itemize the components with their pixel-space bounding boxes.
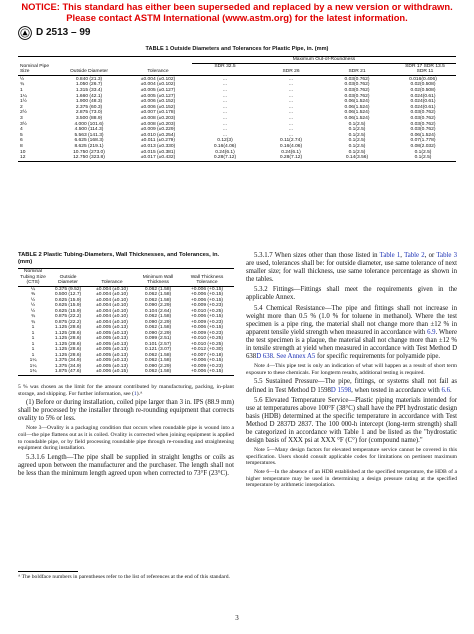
table1-caption: TABLE 1 Outside Diameters and Tolerances for Plastic Pipe, in. (mm): [145, 46, 329, 52]
table1-cell: ±0.007 (±0.178): [140, 110, 176, 116]
table1-cell: 0.024(0.61): [410, 104, 436, 110]
section-6-9-link[interactable]: 6.9: [427, 328, 436, 336]
table2-cell: 1.125 (28.6): [54, 352, 82, 358]
table1-cell: ½: [20, 76, 25, 82]
table2-cell: 1: [31, 325, 35, 330]
left-column-text: [18, 384, 234, 480]
table1-cell: 2.875 (73.0): [75, 110, 103, 116]
table2-cell: 0.625 (15.9): [54, 308, 82, 314]
table2-cell: ±0.005 (±0.13): [96, 347, 128, 352]
table1-cell: 10: [20, 149, 26, 155]
section-6-6-link[interactable]: 6.6: [441, 386, 451, 394]
table1-cell: ...: [222, 132, 228, 138]
table1-cell: ...: [288, 104, 294, 110]
table1-cell: 4: [20, 127, 23, 133]
footnote-divider: [18, 571, 78, 572]
table1-cell: 6: [20, 138, 23, 144]
table2-cell: 0.101 (2.57): [144, 341, 172, 347]
table2-cell: 1: [31, 347, 35, 352]
table2-cell: ⅜: [30, 292, 36, 297]
table1-cell: ±0.006 (±0.152): [140, 104, 176, 110]
table1-cell: 0.1(2.5): [348, 121, 366, 127]
table1-cell: ...: [288, 76, 294, 82]
note-5: Note 5—Many design factors for elevated temperature service cannot be covered in this specification. Users should consult applicable codes for limitations on pertinent maximum temperatures.: [246, 447, 457, 467]
table1-cell: 0.08(2.032): [410, 143, 436, 149]
table2-cell: +0.010 (+0.25): [190, 308, 224, 314]
table2-cell: 1¼: [29, 363, 37, 369]
table2-cell: +0.006 (+0.15): [190, 292, 224, 297]
table1-cell: 1½: [20, 99, 27, 105]
table2-cell: 0.090 (2.29): [144, 319, 172, 325]
paragraph-5-3-1-7: 5.3.1.7 When sizes other than those listed in Table 1, Table 2, or Table 3 are used, tolerances shall be: for outside diameter, use same tolerance of next smaller size; for wall thickness, use same tolerance percentage as shown in the tables.: [246, 252, 457, 284]
table1-cell: 0.06(1.524): [344, 115, 370, 121]
table1-cell: ...: [222, 82, 228, 88]
table1-header-nominal: Nominal Pipe Size: [20, 63, 50, 75]
table2-cell: ±0.004 (±0.10): [96, 303, 128, 308]
table1-cell: 0.1(2.5): [414, 155, 432, 161]
table2-cell: +0.010 (+0.25): [190, 341, 224, 347]
paragraph-fittings: 5.3.2 Fittings—Fittings shall meet the requirements given in the applicable Annex.: [246, 286, 457, 302]
notice-line-2: Please contact ASTM International (www.astm.org) for the latest information.: [66, 12, 408, 23]
table1-cell: ±0.009 (±0.229): [140, 127, 176, 133]
table1-cell: ...: [288, 115, 294, 121]
table2-header-wall-tol: Wall Thickness Tolerance: [190, 274, 224, 285]
table2-cell: 0.875 (22.2): [54, 314, 82, 319]
table1-cell: 2: [20, 104, 23, 110]
table2-cell: 0.062 (1.58): [144, 358, 172, 363]
table1-cell: ...: [222, 93, 228, 99]
table1-cell: 0.024(0.61): [410, 99, 436, 105]
table1-cell: 0.03(0.762): [344, 87, 370, 93]
table1-cell: 0.16(4.06): [213, 143, 237, 149]
table1-cell: 0.28(7.12): [213, 155, 237, 161]
table2-cell: 0.375 (9.52): [54, 286, 82, 292]
table1-cell: ±0.006 (±0.152): [140, 99, 176, 105]
table1-cell: 0.11(2.74): [280, 138, 302, 144]
table2-cell: 0.062 (1.58): [144, 292, 172, 297]
table2-cell: +0.009 (+0.23): [190, 330, 224, 336]
table1-cell: 0.1(2.5): [348, 143, 366, 149]
table1-cell: 0.03(0.762): [410, 127, 436, 133]
table1-cell: ...: [288, 110, 294, 116]
table1-header-od: Outside Diameter: [69, 69, 109, 75]
table1-cell: 0.06(1.524): [344, 99, 370, 105]
table2-cell: 0.875 (22.2): [54, 319, 82, 325]
table2-cell: 0.090 (2.29): [144, 363, 172, 369]
table2-cell: 0.104 (2.64): [144, 308, 172, 314]
table1-cell: 0.02(0.508): [410, 82, 436, 88]
table1-cell: 6.625 (168.3): [74, 138, 104, 144]
table1-cell: ...: [288, 99, 294, 105]
table2-cell: ±0.004 (±0.10): [96, 308, 128, 314]
table1-header-sdr17: SDR 17 SDR 13.5 SDR 11: [405, 63, 445, 75]
table1-cell: ±0.010 (±0.254): [140, 132, 176, 138]
table1-cell: ...: [222, 87, 228, 93]
table2-cell: ½: [30, 308, 36, 314]
table1-cell: ...: [222, 110, 228, 116]
table2-cell: ±0.005 (±0.13): [96, 363, 128, 369]
table2-header-nominal: Nominal Tubing Size (CTS): [20, 269, 46, 285]
table2-cell: +0.010 (+0.25): [190, 336, 224, 341]
table2-cell: ±0.006 (±0.15): [96, 369, 128, 374]
table1-cell: 2.375 (60.3): [75, 104, 103, 110]
table2-cell: 1.375 (34.9): [54, 358, 82, 363]
table1-cell: ...: [288, 93, 294, 99]
supersession-notice: [0, 1, 474, 23]
table2-cell: +0.006 (+0.15): [190, 358, 224, 363]
table1-cell: 0.03(0.762): [410, 110, 436, 116]
table2-cell: 0.625 (15.9): [54, 297, 82, 303]
note-6: Note 6—In the absence of an HDB established at the specified temperature, the HDB of a higher temperature may be used in determining a design pressure rating at the specified temperature by arithmetic interpolation.: [246, 468, 457, 489]
table1-cell: 0.24(6.1): [281, 149, 301, 155]
table1-header-sdr26: SDR 26: [282, 69, 300, 75]
table1-cell: 1.315 (33.4): [75, 87, 103, 93]
table1-cell: 3: [20, 115, 23, 121]
table1-cell: 0.016(0.406): [409, 76, 437, 82]
table2-cell: ±0.004 (±0.10): [96, 319, 128, 325]
table1: [18, 56, 456, 162]
table1-cell: 0.840 (21.3): [75, 76, 103, 82]
table1-cell: 0.1(2.5): [348, 132, 366, 138]
table1-row: [18, 155, 456, 161]
table1-link[interactable]: Table 1: [379, 252, 401, 259]
table2: [18, 268, 234, 376]
table1-cell: 0.16(4.06): [279, 143, 303, 149]
table1-cell: 10.750 (273.0): [73, 149, 105, 155]
table2-cell: 1.125 (28.6): [54, 341, 82, 347]
table2-cell: 1.125 (28.6): [54, 336, 82, 341]
table2-cell: ±0.005 (±0.13): [96, 330, 128, 336]
table2-header-tolerance: Tolerance: [101, 280, 123, 285]
table2-cell: ±0.004 (±0.10): [96, 292, 128, 297]
table1-cell: 0.07(1.778): [410, 138, 436, 144]
right-column-text: [246, 252, 457, 491]
table1-cell: 1.050 (26.7): [75, 82, 103, 88]
table2-cell: +0.006 (+0.15): [190, 314, 224, 319]
footnote: ᴬ The boldface numbers in parentheses refer to the list of references at the end of this standard.: [18, 574, 230, 580]
table1-cell: 0.1(2.5): [348, 138, 366, 144]
table1-cell: 0.03(0.762): [344, 76, 370, 82]
table1-cell: 1.660 (42.1): [75, 93, 103, 99]
paragraph-rerounding: (1) Before or during installation, coiled pipe larger than 3 in. IPS (88.9 mm) shall be processed by the installer through re-rounding equipment that corrects ovality to 5% or less.: [18, 399, 234, 423]
table2-cell: ±0.005 (±0.13): [96, 358, 128, 363]
table1-cell: 0.02(0.508): [410, 87, 436, 93]
table1-header-tolerance: Tolerance: [147, 69, 169, 75]
table1-cell: 12: [20, 155, 26, 161]
table1-cell: 0.1(2.5): [414, 149, 432, 155]
annex-a5-link[interactable]: See Annex A5: [276, 353, 316, 361]
table1-cell: ...: [222, 127, 228, 133]
table2-cell: ±0.005 (±0.13): [96, 336, 128, 341]
table1-body: [18, 75, 456, 161]
paragraph-sustained-pressure: 5.5 Sustained Pressure—The pipe, fittings, or systems shall not fail as defined in Test Method D 1598D 1598, when tested in accordance with 6.6.: [246, 378, 457, 394]
table1-header-sdr325: SDR 32.5: [214, 63, 236, 69]
table2-cell: 0.062 (1.58): [144, 352, 172, 358]
table2-cell: 0.121 (3.07): [144, 347, 172, 352]
table2-cell: 1: [31, 330, 35, 336]
table2-cell: 1.125 (28.6): [54, 325, 82, 330]
table2-cell: ½: [30, 303, 36, 308]
table2-cell: 0.062 (1.58): [144, 297, 172, 303]
table2-caption: TABLE 2 Plastic Tubing-Diameters, Wall Thicknesses, and Tolerances, in. (mm): [18, 252, 220, 265]
table1-cell: 0.1(2.5): [348, 127, 366, 133]
table3-link[interactable]: Table 3: [436, 252, 457, 259]
table1-cell: ...: [288, 127, 294, 133]
table1-cell: 2½: [20, 110, 27, 116]
notice-line-1: NOTICE: This standard has either been superseded and replaced by a new version or withdrawn.: [21, 1, 453, 12]
table1-cell: 5.563 (141.3): [74, 132, 104, 138]
paragraph-ovality-limit: 5 % was chosen as the limit for the amount contributed by manufacturing, packing, in-plant storage, and shipping. For further information, see (1).ᴬ: [18, 384, 234, 397]
table1-cell: ...: [288, 132, 294, 138]
page-number: 3: [235, 614, 239, 622]
table2-cell: 1.875 (47.6): [54, 369, 82, 374]
table2-cell: ±0.004 (±0.10): [96, 314, 128, 319]
table1-cell: 3.500 (88.9): [75, 115, 103, 121]
astm-d1598-link[interactable]: D 1598: [330, 386, 352, 394]
table2-cell: ±0.004 (±0.10): [96, 297, 128, 303]
paragraph-elevated-temperature: 5.6 Elevated Temperature Service—Plastic piping materials intended for use at temperatures above 100°F (38°C) shall have the PPI hydrostatic design basis (HDB) determined at the specific temperature in accordance with Test Method D 2837D 2837. The 100 000-h intercept (long-term strength) shall be categorized in accordance with Table 1 and be listed as the "hydrostatic design basis of XXX psi at XXX °F (C°) for (compound name).": [246, 396, 457, 445]
table2-cell: 0.062 (1.58): [144, 325, 172, 330]
paragraph-chemical-resistance: 5.4 Chemical Resistance—The pipe and fittings shall not increase in weight more than 0.5 % (1.0 % for toluene in methanol). Where the test specimen is a pipe ring, the material shall not change more than ±12 % in apparent tensile yield strength when measured in accordance with 6.9. Where the test specimen is a plaque, the material shall not change more than ±12 % in tensile strength at yield when measured in accordance with Test Method D 638D 638. See Annex A5 for specific requirements for polyamide pipe.: [246, 304, 457, 361]
table2-link[interactable]: Table 2: [404, 252, 425, 259]
table1-cell: ...: [222, 76, 228, 82]
table2-cell: +0.006 (+0.15): [190, 325, 224, 330]
table1-cell: ±0.013 (±0.330): [140, 143, 176, 149]
table1-cell: ±0.008 (±0.203): [140, 115, 176, 121]
table2-cell: +0.007 (+0.18): [190, 352, 224, 358]
table1-cell: ¾: [20, 82, 25, 88]
table2-cell: +0.012 (+0.30): [190, 347, 224, 352]
table2-cell: ½: [30, 297, 36, 303]
table2-cell: 1.375 (34.9): [54, 363, 82, 369]
table2-cell: 0.062 (1.58): [144, 369, 172, 374]
table1-cell: 8: [20, 143, 23, 149]
table2-cell: 1: [31, 336, 35, 341]
table1-cell: ...: [288, 87, 294, 93]
table2-cell: ¾: [30, 319, 36, 325]
table1-cell: ±0.004 (±0.102): [140, 82, 176, 88]
table1-cell: 8.625 (219.1): [74, 143, 104, 149]
table1-cell: 0.03(0.762): [410, 115, 436, 121]
table1-cell: 0.14(3.56): [345, 155, 369, 161]
table1-cell: 0.24(6.1): [215, 149, 235, 155]
table2-cell: 0.090 (2.29): [144, 303, 172, 308]
table2-cell: 1¾: [29, 369, 37, 374]
table1-cell: 0.06(1.524): [344, 104, 370, 110]
table1-cell: 5: [20, 132, 23, 138]
table2-cell: ±0.005 (±0.13): [96, 341, 128, 347]
table1-cell: ...: [222, 104, 228, 110]
table1-cell: 0.03(0.762): [344, 82, 370, 88]
table1-cell: ±0.011 (±0.279): [140, 138, 176, 144]
table2-row: [18, 369, 234, 375]
table1-cell: 0.06(1.524): [410, 132, 436, 138]
table2-body: [18, 286, 234, 375]
table2-cell: ¼: [30, 286, 36, 292]
table1-cell: ...: [288, 121, 294, 127]
table1-cell: 12.750 (323.8): [73, 155, 105, 161]
table2-cell: 0.090 (2.29): [144, 330, 172, 336]
document-designation: D 2513 – 99: [36, 27, 91, 38]
table1-cell: 4.000 (101.6): [74, 121, 104, 127]
table1-cell: 3½: [20, 121, 27, 127]
table2-cell: ±0.005 (±0.13): [96, 325, 128, 330]
table2-cell: +0.006 (+0.15): [190, 286, 224, 292]
table1-cell: ±0.005 (±0.127): [140, 87, 176, 93]
table1-cell: 1: [20, 87, 23, 93]
table1-cell: 0.024(0.61): [410, 93, 436, 99]
note-4: Note 4—This pipe test is only an indication of what will happen as a result of short term exposure to these chemicals. For longterm results, additional testing is required.: [246, 363, 457, 376]
table1-cell: 1.900 (48.3): [75, 99, 103, 105]
table1-cell: ±0.004 (±0.102): [140, 76, 176, 82]
astm-d638-link[interactable]: D 638: [256, 353, 274, 361]
table2-cell: +0.006 (+0.15): [190, 369, 224, 374]
table1-cell: 0.03(0.762): [344, 93, 370, 99]
table2-cell: ¾: [30, 314, 36, 319]
table2-cell: 1.125 (28.6): [54, 347, 82, 352]
table2-cell: +0.009 (+0.23): [190, 363, 224, 369]
table2-cell: ±0.004 (±0.10): [96, 286, 128, 292]
table1-header-sdr21: SDR 21: [348, 69, 366, 75]
table2-cell: ±0.005 (±0.13): [96, 352, 128, 358]
table1-cell: ±0.008 (±0.203): [140, 121, 176, 127]
table1-cell: 0.03(0.762): [410, 121, 436, 127]
table1-cell: ...: [222, 99, 228, 105]
table1-cell: ±0.005 (±0.127): [140, 93, 176, 99]
paragraph-length: 5.3.1.6 Length—The pipe shall be supplied in straight lengths or coils as agreed upon between the manufacturer and the purchaser. The length shall not be less than the minimum length agreed upon when corrected to 73°F (23°C).: [18, 453, 234, 478]
astm-logo-icon: [18, 26, 32, 40]
table1-cell: ...: [222, 121, 228, 127]
table2-cell: +0.006 (+0.15): [190, 297, 224, 303]
table2-cell: 1.125 (28.6): [54, 330, 82, 336]
table1-cell: 1¼: [20, 93, 27, 99]
table2-cell: 0.062 (1.58): [144, 286, 172, 292]
table2-cell: 1¼: [29, 358, 37, 363]
table1-cell: ±0.017 (±0.432): [140, 155, 176, 161]
table1-header-max-oor: Maximum Out-of-Roundness: [192, 57, 456, 64]
table2-cell: 0.062 (1.58): [144, 314, 172, 319]
table1-cell: 0.1(2.5): [348, 149, 366, 155]
note-3: Note 3—Ovality is a packaging condition that occurs when roundable pipe is wound into a coil—the pipe flattens out as it is coiled. Ovality is corrected when joining equipment is applied to roundable pipe, or by field processing roundable pipe through re-rounding and straightening equipment during installation.: [18, 425, 234, 452]
table2-cell: 0.625 (15.9): [54, 303, 82, 308]
table1-cell: ...: [288, 82, 294, 88]
table2-header-min-wall: Minimum Wall Thickness: [142, 274, 174, 285]
table2-cell: 1: [31, 352, 35, 358]
table2-cell: 0.500 (12.7): [54, 292, 82, 297]
table2-cell: +0.009 (+0.23): [190, 303, 224, 308]
table2-header-od: Outside Diameter: [58, 274, 78, 285]
table2-cell: +0.009 (+0.23): [190, 319, 224, 325]
table1-cell: 0.28(7.12): [279, 155, 303, 161]
table1-cell: ...: [222, 115, 228, 121]
reference-link-1[interactable]: 1: [133, 390, 137, 397]
table1-cell: ±0.015 (±0.381): [140, 149, 176, 155]
table1-cell: 0.06(1.524): [344, 110, 370, 116]
table1-cell: 4.500 (114.3): [74, 127, 104, 133]
table1-cell: 0.12(3): [217, 138, 233, 144]
table2-cell: 1: [31, 341, 35, 347]
table2-cell: 0.099 (2.51): [144, 336, 172, 341]
